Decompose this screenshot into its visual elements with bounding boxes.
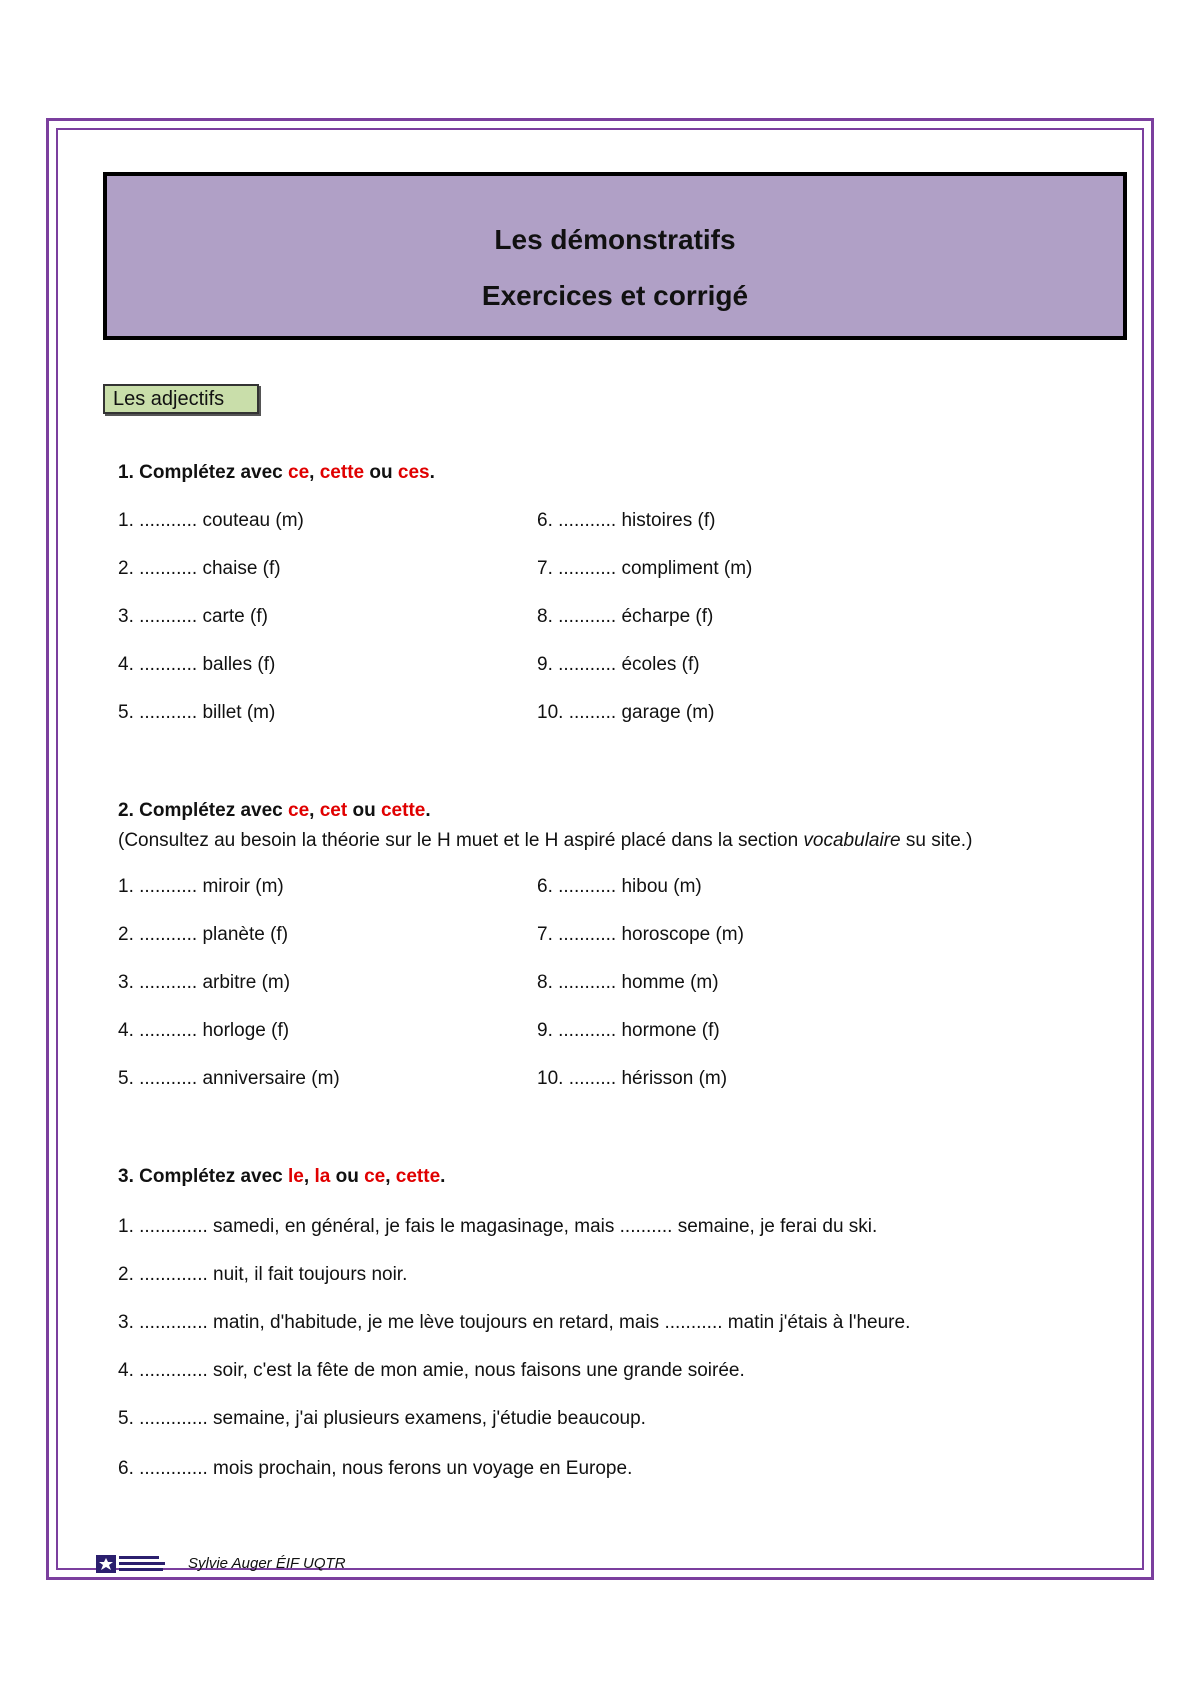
exercise-3-item: 4. ............. soir, c'est la fête de mon amie, nous faisons une grande soirée. bbox=[118, 1360, 745, 1381]
exercise-1-item: 7. ........... compliment (m) bbox=[537, 558, 753, 579]
exercise-1-item: 6. ........... histoires (f) bbox=[537, 510, 716, 531]
exercise-2-item: 9. ........... hormone (f) bbox=[537, 1020, 720, 1041]
page-subtitle: Exercices et corrigé bbox=[481, 280, 749, 311]
exercise-1-item: 1. ........... couteau (m) bbox=[118, 510, 304, 531]
section-label: Les adjectifs bbox=[103, 384, 259, 414]
exercise-3-title: 3. Complétez avec le, la ou ce, cette. bbox=[118, 1166, 446, 1187]
exercise-2-item: 8. ........... homme (m) bbox=[537, 972, 719, 993]
exercise-2-item: 5. ........... anniversaire (m) bbox=[118, 1068, 340, 1089]
exercise-2-item: 1. ........... miroir (m) bbox=[118, 876, 284, 897]
exercise-1-item: 4. ........... balles (f) bbox=[118, 654, 276, 675]
exercise-2-item: 7. ........... horoscope (m) bbox=[537, 924, 744, 945]
footer-author: Sylvie Auger ÉIF UQTR bbox=[188, 1555, 346, 1572]
exercise-2-item: 4. ........... horloge (f) bbox=[118, 1020, 290, 1041]
exercise-1-item: 10. ......... garage (m) bbox=[537, 702, 715, 723]
school-logo-icon bbox=[96, 1552, 168, 1576]
exercise-3-item: 6. ............. mois prochain, nous ferons un voyage en Europe. bbox=[118, 1458, 633, 1479]
exercise-1-title: 1. Complétez avec ce, cette ou ces. bbox=[118, 462, 435, 483]
exercise-3-item: 3. ............. matin, d'habitude, je me lève toujours en retard, mais ........... matin j'étais à l'heure. bbox=[118, 1312, 911, 1333]
exercise-1-item: 9. ........... écoles (f) bbox=[537, 654, 700, 675]
exercise-2-item: 6. ........... hibou (m) bbox=[537, 876, 702, 897]
exercise-3-item: 5. ............. semaine, j'ai plusieurs examens, j'étudie beaucoup. bbox=[118, 1408, 646, 1429]
exercise-2-title: 2. Complétez avec ce, cet ou cette. bbox=[118, 800, 431, 821]
exercise-1-item: 8. ........... écharpe (f) bbox=[537, 606, 714, 627]
exercise-1-item: 5. ........... billet (m) bbox=[118, 702, 276, 723]
page-title: Les démonstratifs bbox=[494, 224, 736, 255]
exercise-2-note: (Consultez au besoin la théorie sur le H muet et le H aspiré placé dans la section vocabulaire su site.) bbox=[118, 830, 973, 851]
exercise-1-item: 2. ........... chaise (f) bbox=[118, 558, 281, 579]
exercise-2-item: 3. ........... arbitre (m) bbox=[118, 972, 291, 993]
exercise-3-item: 1. ............. samedi, en général, je fais le magasinage, mais .......... semaine, je ferai du ski. bbox=[118, 1216, 878, 1237]
exercise-3-item: 2. ............. nuit, il fait toujours noir. bbox=[118, 1264, 408, 1285]
title-box bbox=[103, 172, 1127, 340]
exercise-1-item: 3. ........... carte (f) bbox=[118, 606, 268, 627]
exercise-2-item: 2. ........... planète (f) bbox=[118, 924, 289, 945]
exercise-2-item: 10. ......... hérisson (m) bbox=[537, 1068, 728, 1089]
